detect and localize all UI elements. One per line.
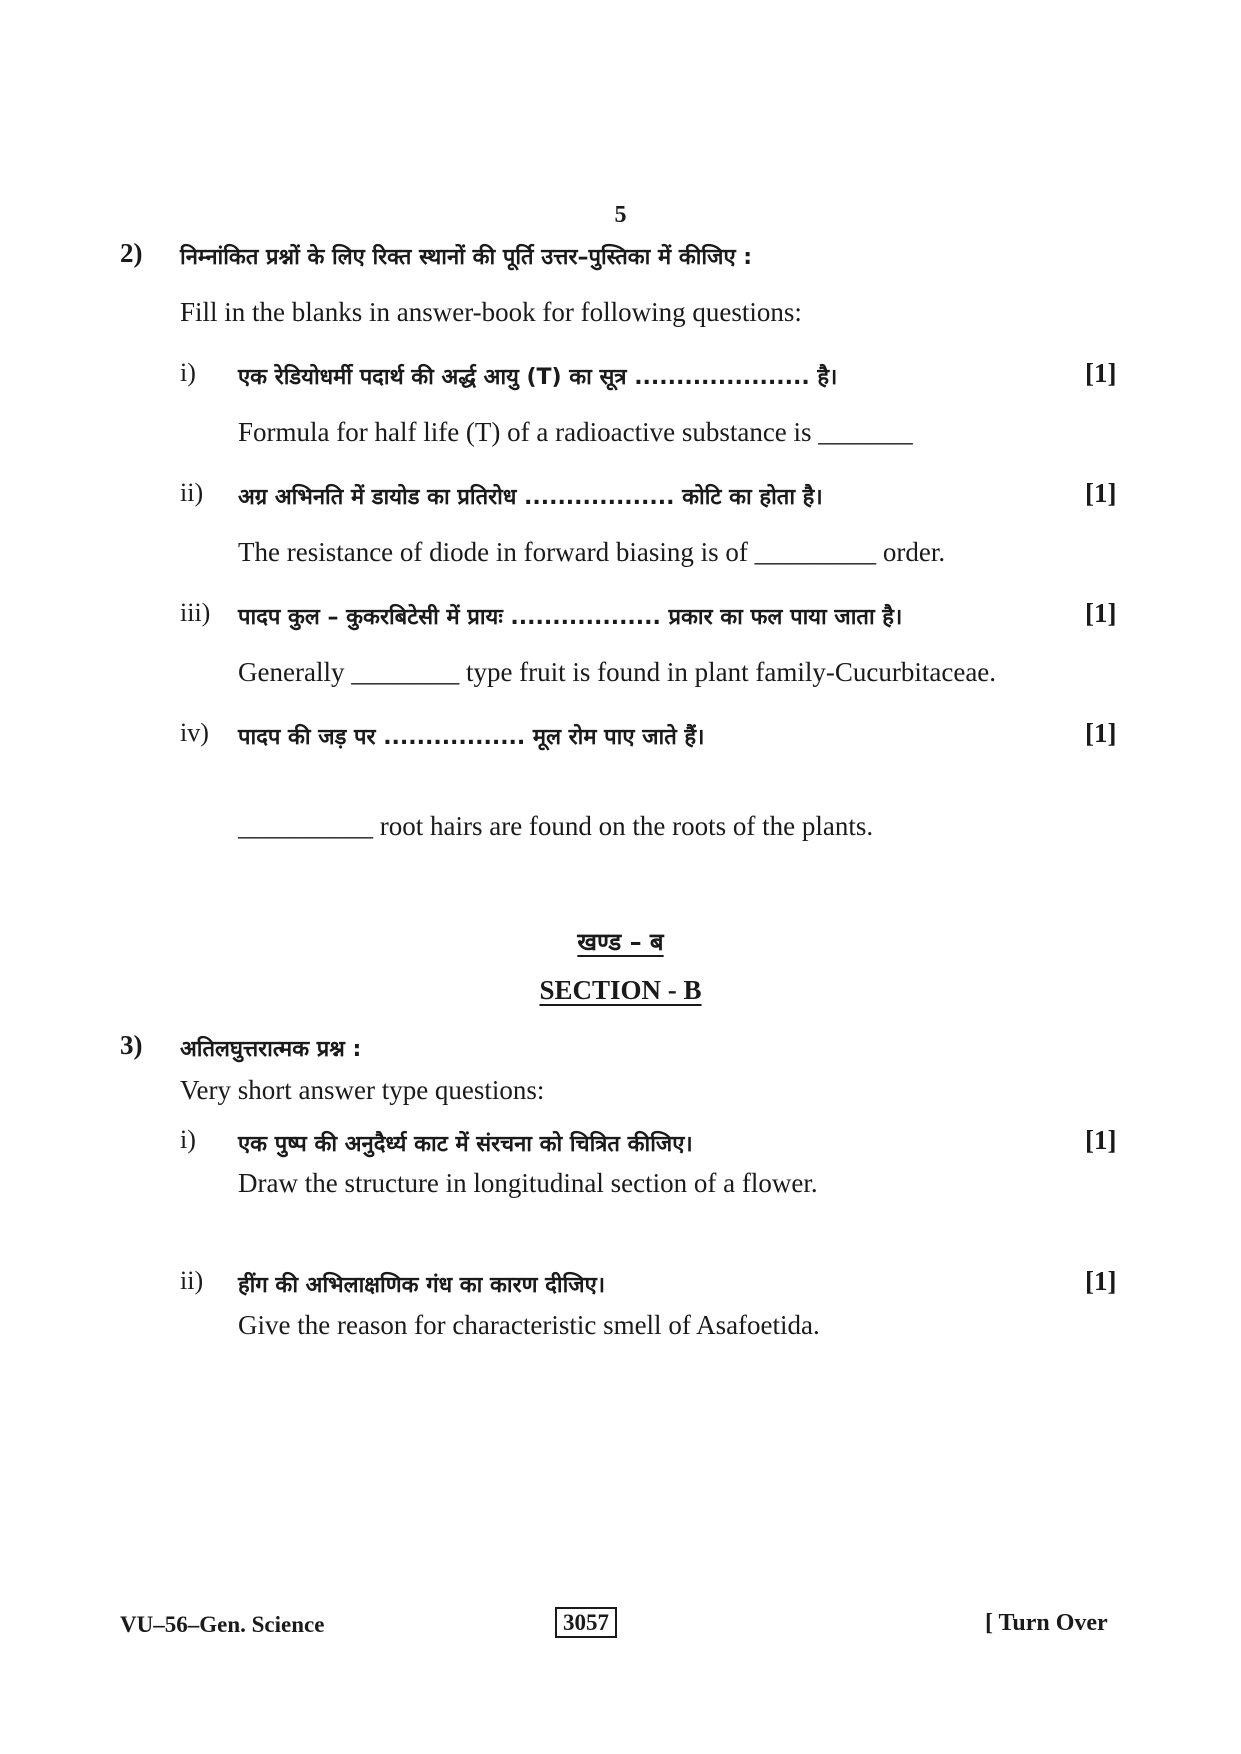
marks: [1] xyxy=(1085,358,1117,388)
sub-question-label: i) xyxy=(180,358,196,387)
section-title-hindi: खण्ड – ब xyxy=(577,928,664,956)
sub-question-english: The resistance of diode in forward biasing is of _________ order. xyxy=(238,537,946,567)
sub-question-hindi: अग्र अभिनति में डायोड का प्रतिरोध .................. कोटि का होता है। xyxy=(238,485,823,510)
sub-question-label: ii) xyxy=(180,478,204,507)
sub-question-english: Draw the structure in longitudinal section of a flower. xyxy=(238,1168,818,1198)
question-instruction-english: Fill in the blanks in answer-book for following questions: xyxy=(180,297,802,327)
marks: [1] xyxy=(1085,478,1117,508)
marks: [1] xyxy=(1085,1266,1117,1296)
section-title-english: SECTION - B xyxy=(539,975,702,1005)
sub-question-english: Give the reason for characteristic smell of Asafoetida. xyxy=(238,1310,820,1340)
serial-number: 3057 xyxy=(555,1607,617,1638)
sub-question-english: __________ root hairs are found on the roots of the plants. xyxy=(238,811,874,841)
sub-question-label: i) xyxy=(180,1125,196,1154)
sub-question-label: iv) xyxy=(180,718,209,747)
question-number: 2) xyxy=(120,238,143,268)
marks: [1] xyxy=(1085,598,1117,628)
question-number: 3) xyxy=(120,1030,143,1060)
turn-over-note: [ Turn Over xyxy=(985,1610,1108,1636)
sub-question-english: Generally ________ type fruit is found in plant family-Cucurbitaceae. xyxy=(238,657,997,687)
question-instruction-hindi: निम्नांकित प्रश्नों के लिए रिक्त स्थानों की पूर्ति उत्तर–पुस्तिका में कीजिए : xyxy=(180,245,753,270)
marks: [1] xyxy=(1085,1125,1117,1155)
sub-question-hindi: एक रेडियोधर्मी पदार्थ की अर्द्ध आयु (T) का सूत्र ..................... है। xyxy=(238,365,838,390)
sub-question-hindi: हींग की अभिलाक्षणिक गंध का कारण दीजिए। xyxy=(238,1273,606,1298)
question-instruction-hindi: अतिलघुत्तरात्मक प्रश्न : xyxy=(180,1037,362,1062)
paper-code: VU–56–Gen. Science xyxy=(120,1612,325,1637)
sub-question-label: iii) xyxy=(180,598,211,627)
question-instruction-english: Very short answer type questions: xyxy=(180,1075,545,1105)
sub-question-hindi: एक पुष्प की अनुदैर्ध्य काट में संरचना को चित्रित कीजिए। xyxy=(238,1132,693,1157)
marks: [1] xyxy=(1085,718,1117,748)
page-number: 5 xyxy=(614,202,627,228)
sub-question-hindi: पादप की जड़ पर ................. मूल रोम पाए जाते हैं। xyxy=(238,725,705,750)
sub-question-hindi: पादप कुल – कुकरबिटेसी में प्रायः .................. प्रकार का फल पाया जाता है। xyxy=(238,605,903,630)
sub-question-label: ii) xyxy=(180,1266,204,1295)
sub-question-english: Formula for half life (T) of a radioactive substance is _______ xyxy=(238,417,913,447)
